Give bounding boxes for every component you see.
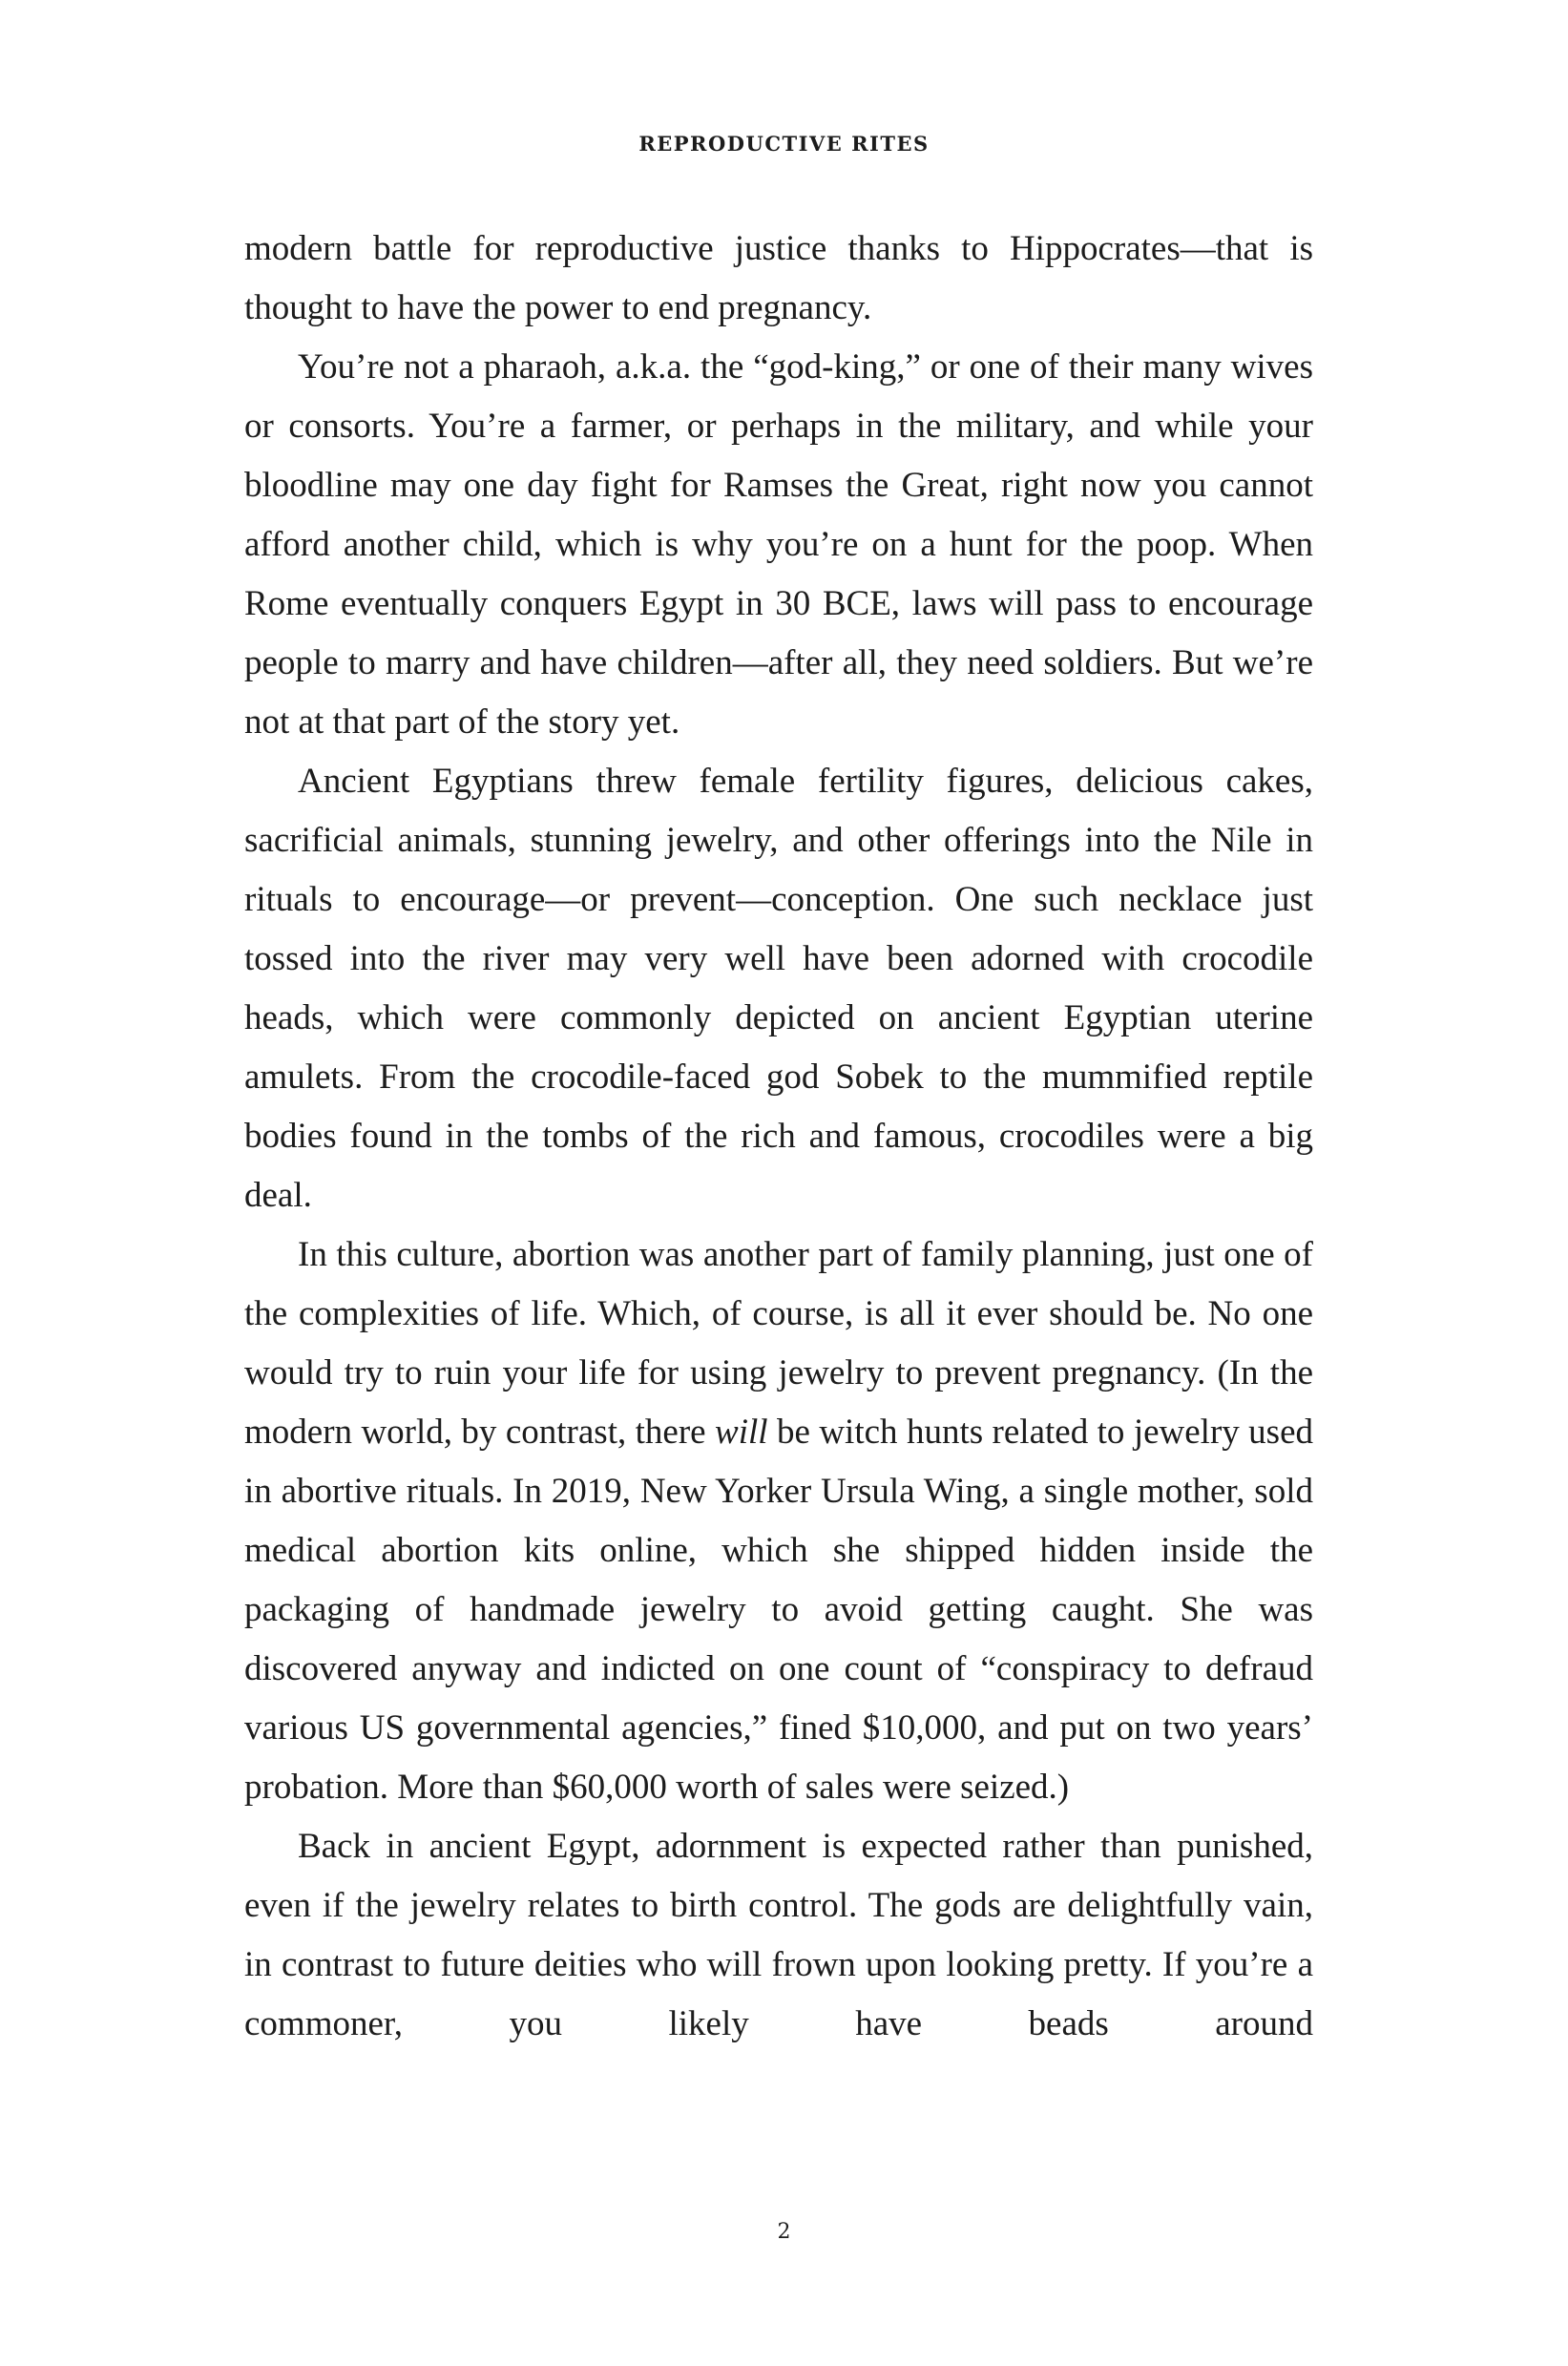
paragraph-3: Ancient Egyptians threw female fertility figures, delicious cakes, sacrificial animals, stunning jewelry, and other offerings into the Nile in rituals to encourage—or prevent—conception. One such necklace just tossed into the river may very well have been adorned with crocodile heads, which were commonly depicted on ancient Egyptian uterine amulets. From the crocodile-faced god Sobek to the mummified reptile bodies found in the tombs of the rich and famous, crocodiles were a big deal. bbox=[244, 762, 1313, 1215]
paragraph-4-text-a: In this culture, abortion was another part of family planning, just one of the complexities of life. Which, of course, is all it ever should be. No one would try to ruin your life for using jewelry to prevent pregnancy. (In the modern world, by contrast, there bbox=[244, 1235, 1313, 1452]
page-number: 2 bbox=[777, 2220, 791, 2244]
paragraph-2: You’re not a pharaoh, a.k.a. the “god-king,” or one of their many wives or consorts. You’re a farmer, or perhaps in the military, and while your bloodline may one day fight for Ramses the Great, right now you cannot afford another child, which is why you’re on a hunt for the poop. When Rome eventually conquers Egypt in 30 BCE, laws will pass to encourage people to marry and have children—after all, they need soldiers. But we’re not at that part of the story yet. bbox=[244, 347, 1313, 742]
running-head: REPRODUCTIVE RITES bbox=[638, 132, 930, 156]
body-text bbox=[244, 220, 1313, 2054]
paragraph-4-text-b: be witch hunts related to jewelry used in abortive rituals. In 2019, New Yorker Ursula Wing, a single mother, sold medical abortion kits online, which she shipped hidden inside the packaging of handmade jewelry to avoid getting caught. She was discovered anyway and indicted on one count of “conspiracy to defraud various US governmental agencies,” fined $10,000, and put on two years’ probation. More than $60,000 worth of sales were seized.) bbox=[244, 1413, 1314, 1807]
paragraph-4 bbox=[244, 1225, 1313, 1817]
paragraph-1: modern battle for reproductive justice thanks to Hippocrates—that is thought to have the power to end pregnancy. bbox=[244, 229, 1313, 327]
paragraph-5: Back in ancient Egypt, adornment is expected rather than punished, even if the jewelry relates to birth control. The gods are delightfully vain, in contrast to future deities who will frown upon looking pretty. If you’re a commoner, you likely have beads around bbox=[244, 1827, 1313, 2043]
paragraph-4-emphasis: will bbox=[715, 1413, 768, 1452]
